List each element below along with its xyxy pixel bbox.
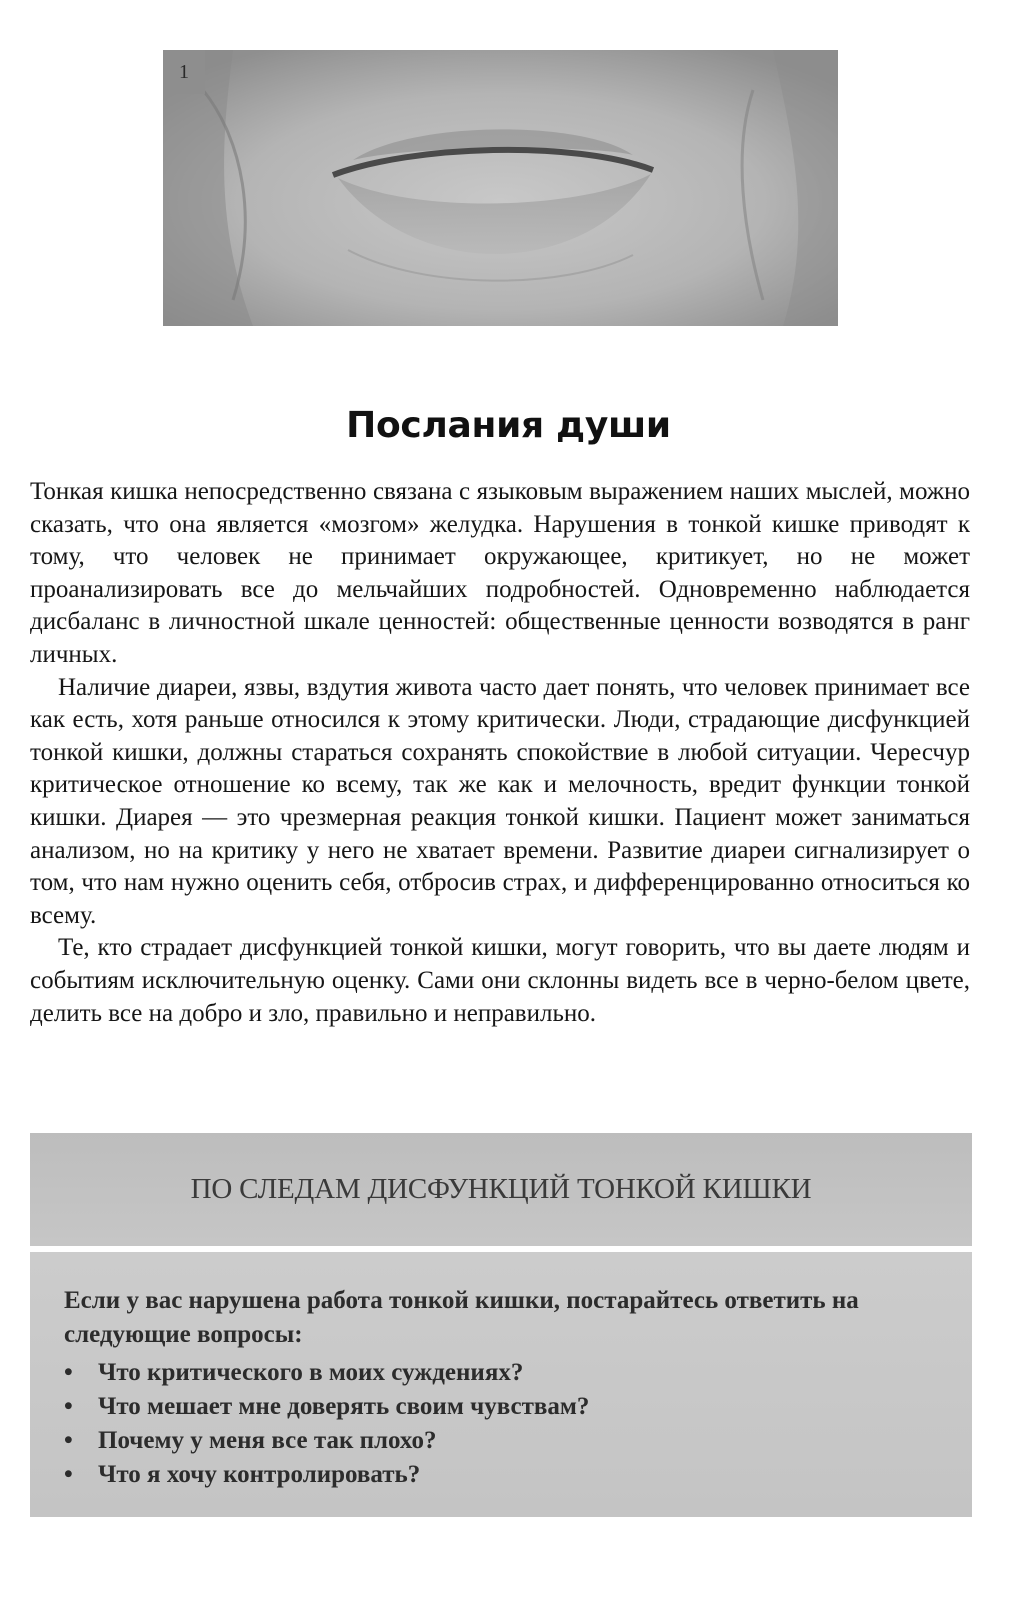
body-text [30,476,970,1030]
page-title: Послания души [346,405,671,446]
face-photo [163,50,838,326]
question-text: Что критического в моих суждениях? [98,1359,524,1386]
bullet-icon: • [64,1393,73,1420]
paragraph: Тонкая кишка непосредственно связана с языковым выражением наших мыслей, можно сказать, что она является «мозгом» желудка. Нарушения в тонкой кишке приводят к тому, что человек не принимает окружающее, критикует, но не может проанализировать все до мельчайших подробностей. Одновременно наблюдается дисбаланс в личностной шкале ценностей: общественные ценности возводятся в ранг личных. [30,478,970,668]
bullet-icon: • [64,1461,73,1488]
bullet-icon: • [64,1427,73,1454]
paragraph: Наличие диареи, язвы, вздутия живота часто дает понять, что человек принимает все как есть, хотя раньше относился к этому критически. Люди, страдающие дисфункцией тонкой кишки, должны стараться сохранять спокойствие в любой ситуации. Чересчур критическое отношение ко всему, так же как и мелочность, вредит функции тонкой кишки. Диарея — это чрезмерная реакция тонкой кишки. Пациент может заниматься анализом, но на критику у него не хватает времени. Развитие диареи сигнализирует о том, что нам нужно оценить себя, отбросив страх, и дифференцированно относиться ко всему. [30,673,970,929]
sidebar-box-body [30,1252,972,1517]
box-heading: ПО СЛЕДАМ ДИСФУНКЦИЙ ТОНКОЙ КИШКИ [190,1173,812,1205]
question-list [64,1356,589,1492]
box-lead: Если у вас нарушена работа тонкой кишки, постарайтесь ответить на следующие вопросы: [64,1287,859,1348]
question-text: Что мешает мне доверять своим чувствам? [98,1393,590,1420]
page-marker: 1 [163,50,205,94]
question-text: Почему у меня все так плохо? [98,1427,437,1454]
list-item [64,1356,589,1390]
list-item [64,1390,589,1424]
paragraph: Те, кто страдает дисфункцией тонкой кишки, могут говорить, что вы даете людям и событиям исключительную оценку. Сами они склонны видеть все в черно-белом цвете, делить все на добро и зло, правильно и неправильно. [30,934,970,1027]
list-item [64,1424,589,1458]
bullet-icon: • [64,1359,73,1386]
question-text: Что я хочу контролировать? [98,1461,421,1488]
list-item [64,1458,589,1492]
sidebar-box-header [30,1133,972,1246]
lips-illustration [163,50,838,326]
